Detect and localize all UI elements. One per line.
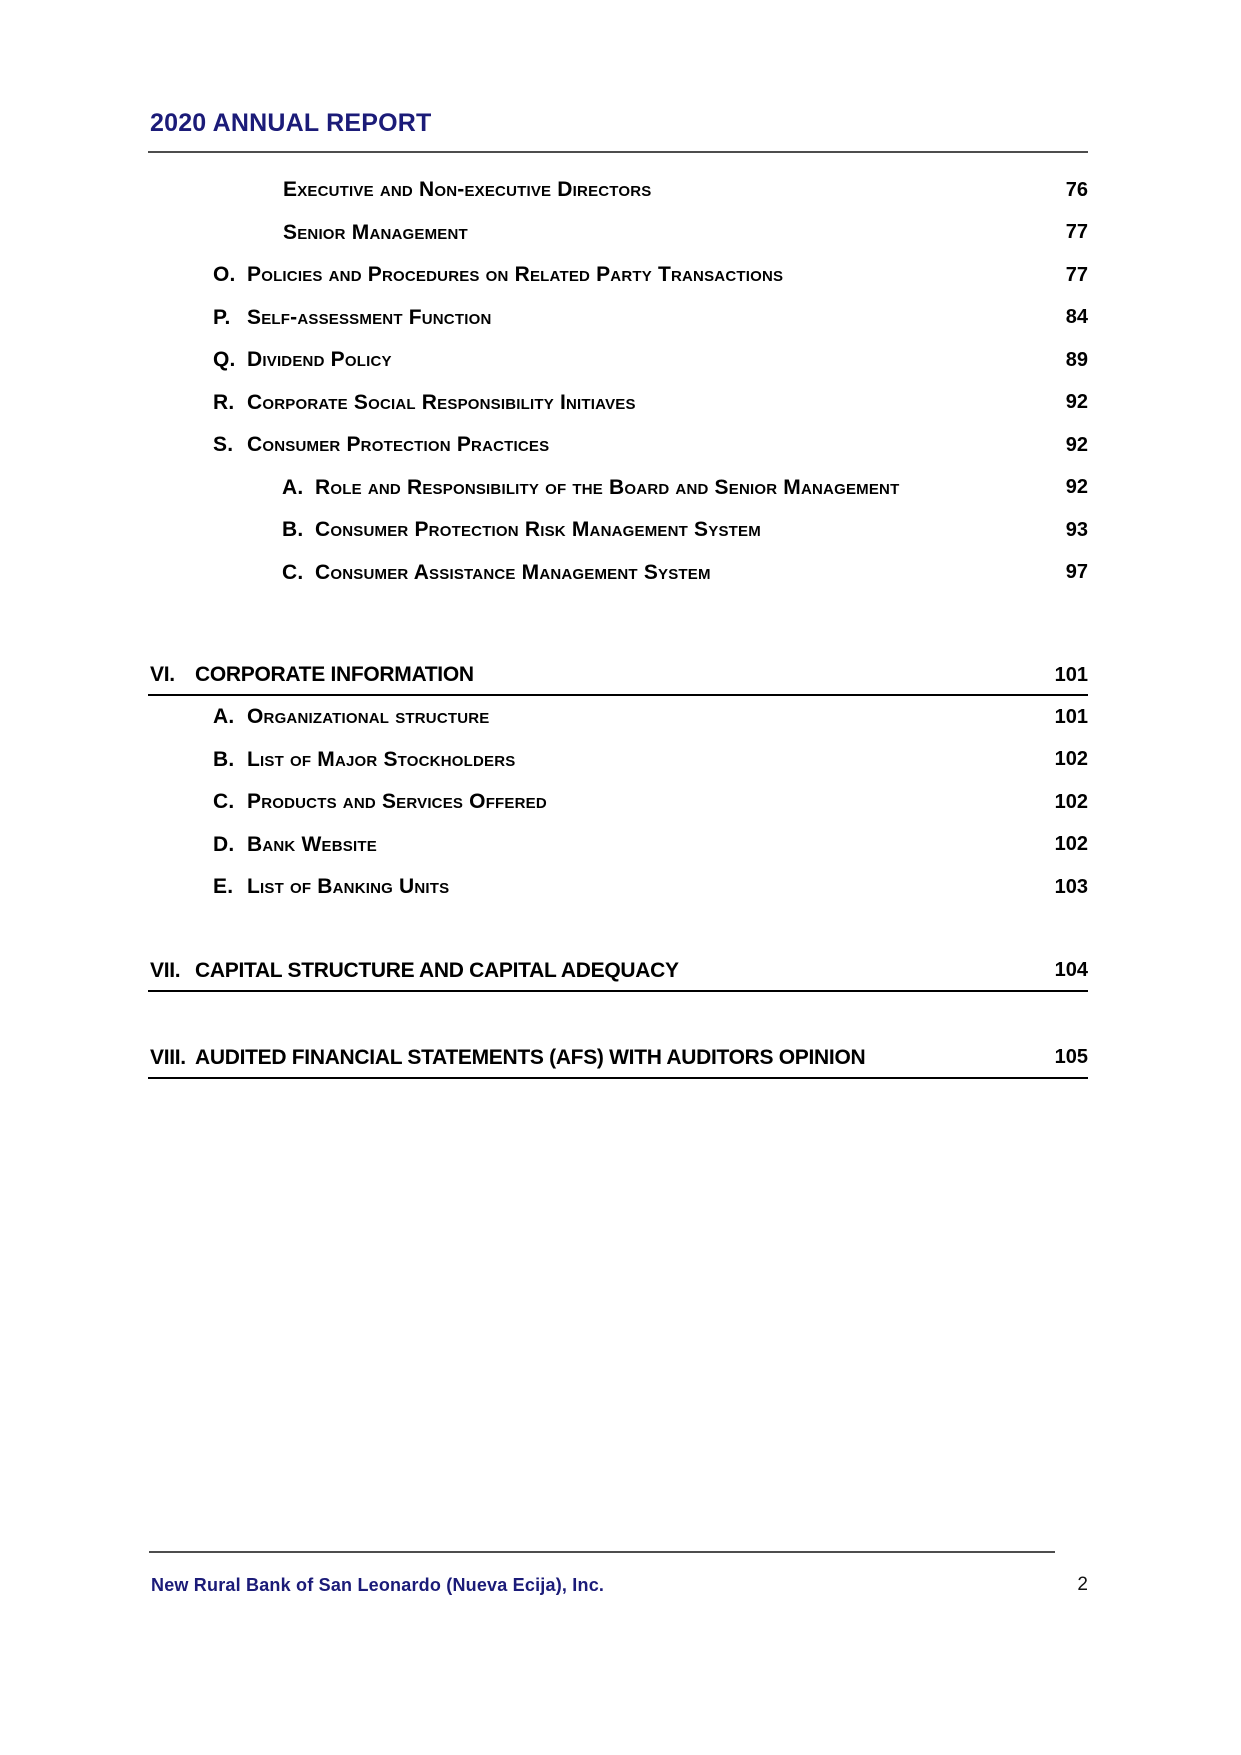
toc-row: [148, 739, 1088, 782]
entry-page-number: 92: [1065, 391, 1088, 414]
entry-label: Executive and Non-executive Directors: [283, 178, 652, 202]
toc-row: [148, 781, 1088, 824]
entry-page-number: 102: [1054, 790, 1088, 813]
entry-letter: E.: [213, 875, 234, 899]
entry-page-number: 93: [1065, 518, 1088, 541]
entry-letter: O.: [213, 263, 236, 287]
entry-letter: B.: [213, 747, 235, 771]
entry-page-number: 84: [1065, 306, 1088, 329]
toc-row: [148, 297, 1088, 340]
header-rule: [148, 151, 1088, 153]
entry-page-number: 102: [1054, 833, 1088, 856]
toc-row: [148, 509, 1088, 552]
page-title: 2020 ANNUAL REPORT: [150, 109, 432, 137]
footer: [151, 1574, 1088, 1596]
bank-name: New Rural Bank of San Leonardo (Nueva Ecija), Inc.: [151, 1574, 605, 1595]
toc-row: [148, 824, 1088, 867]
entry-letter: C.: [213, 790, 235, 814]
section-page-number: 104: [1054, 959, 1088, 981]
entry-label: Organizational structure: [247, 705, 490, 729]
entry-page-number: 76: [1065, 178, 1088, 201]
entry-label: Dividend Policy: [247, 348, 392, 372]
section-heading-corporate-information: [148, 656, 1088, 696]
entry-page-number: 101: [1054, 705, 1088, 728]
entry-label: Products and Services Offered: [247, 790, 547, 814]
entry-page-number: 102: [1054, 748, 1088, 771]
section-numeral: VIII.: [150, 1045, 186, 1069]
entry-label: Corporate Social Responsibility Initiaves: [247, 390, 636, 414]
entry-page-number: 92: [1065, 433, 1088, 456]
entry-letter: C.: [282, 560, 304, 584]
entry-page-number: 77: [1065, 221, 1088, 244]
section-label: CORPORATE INFORMATION: [195, 663, 474, 686]
toc-row: [148, 382, 1088, 425]
entry-label: Senior Management: [283, 220, 468, 244]
section-numeral: VI.: [150, 663, 175, 686]
entry-letter: P.: [213, 305, 231, 329]
entry-label: Consumer Protection Practices: [247, 433, 550, 457]
entry-letter: B.: [282, 518, 304, 542]
section-numeral: VII.: [150, 958, 181, 982]
entry-label: List of Major Stockholders: [247, 747, 516, 771]
entry-letter: S.: [213, 433, 234, 457]
section-label: AUDITED FINANCIAL STATEMENTS (AFS) WITH AUDITORS OPINION: [195, 1045, 866, 1069]
toc-row: [148, 552, 1088, 595]
entry-page-number: 97: [1065, 561, 1088, 584]
entry-label: Policies and Procedures on Related Party Transactions: [247, 263, 784, 287]
entry-letter: R.: [213, 390, 235, 414]
section-heading-audited-financial-statements: [148, 1039, 1088, 1079]
toc-row: [148, 339, 1088, 382]
entry-letter: Q.: [213, 348, 236, 372]
entry-letter: D.: [213, 832, 235, 856]
toc-row: [148, 866, 1088, 909]
footer-rule: [149, 1551, 1055, 1553]
entry-label: Self-assessment Function: [247, 305, 492, 329]
table-of-contents: [148, 169, 1088, 1079]
entry-letter: A.: [282, 475, 304, 499]
section-label: CAPITAL STRUCTURE AND CAPITAL ADEQUACY: [195, 958, 679, 982]
toc-row: [148, 254, 1088, 297]
entry-page-number: 92: [1065, 476, 1088, 499]
entry-label: Bank Website: [247, 832, 377, 856]
section-page-number: 101: [1054, 663, 1088, 686]
entry-page-number: 89: [1065, 348, 1088, 371]
section-page-number: 105: [1054, 1046, 1088, 1068]
toc-row: [148, 212, 1088, 255]
entry-page-number: 103: [1054, 875, 1088, 898]
toc-row: [148, 467, 1088, 510]
toc-row: [148, 169, 1088, 212]
entry-label: Consumer Assistance Management System: [315, 560, 711, 584]
footer-page-number: 2: [1077, 1574, 1088, 1595]
section-heading-capital-structure: [148, 952, 1088, 992]
entry-label: List of Banking Units: [247, 875, 450, 899]
entry-letter: A.: [213, 705, 235, 729]
entry-label: Role and Responsibility of the Board and Senior Management: [315, 475, 900, 499]
toc-row: [148, 424, 1088, 467]
toc-row: [148, 696, 1088, 739]
entry-label: Consumer Protection Risk Management System: [315, 518, 761, 542]
entry-page-number: 77: [1065, 263, 1088, 286]
